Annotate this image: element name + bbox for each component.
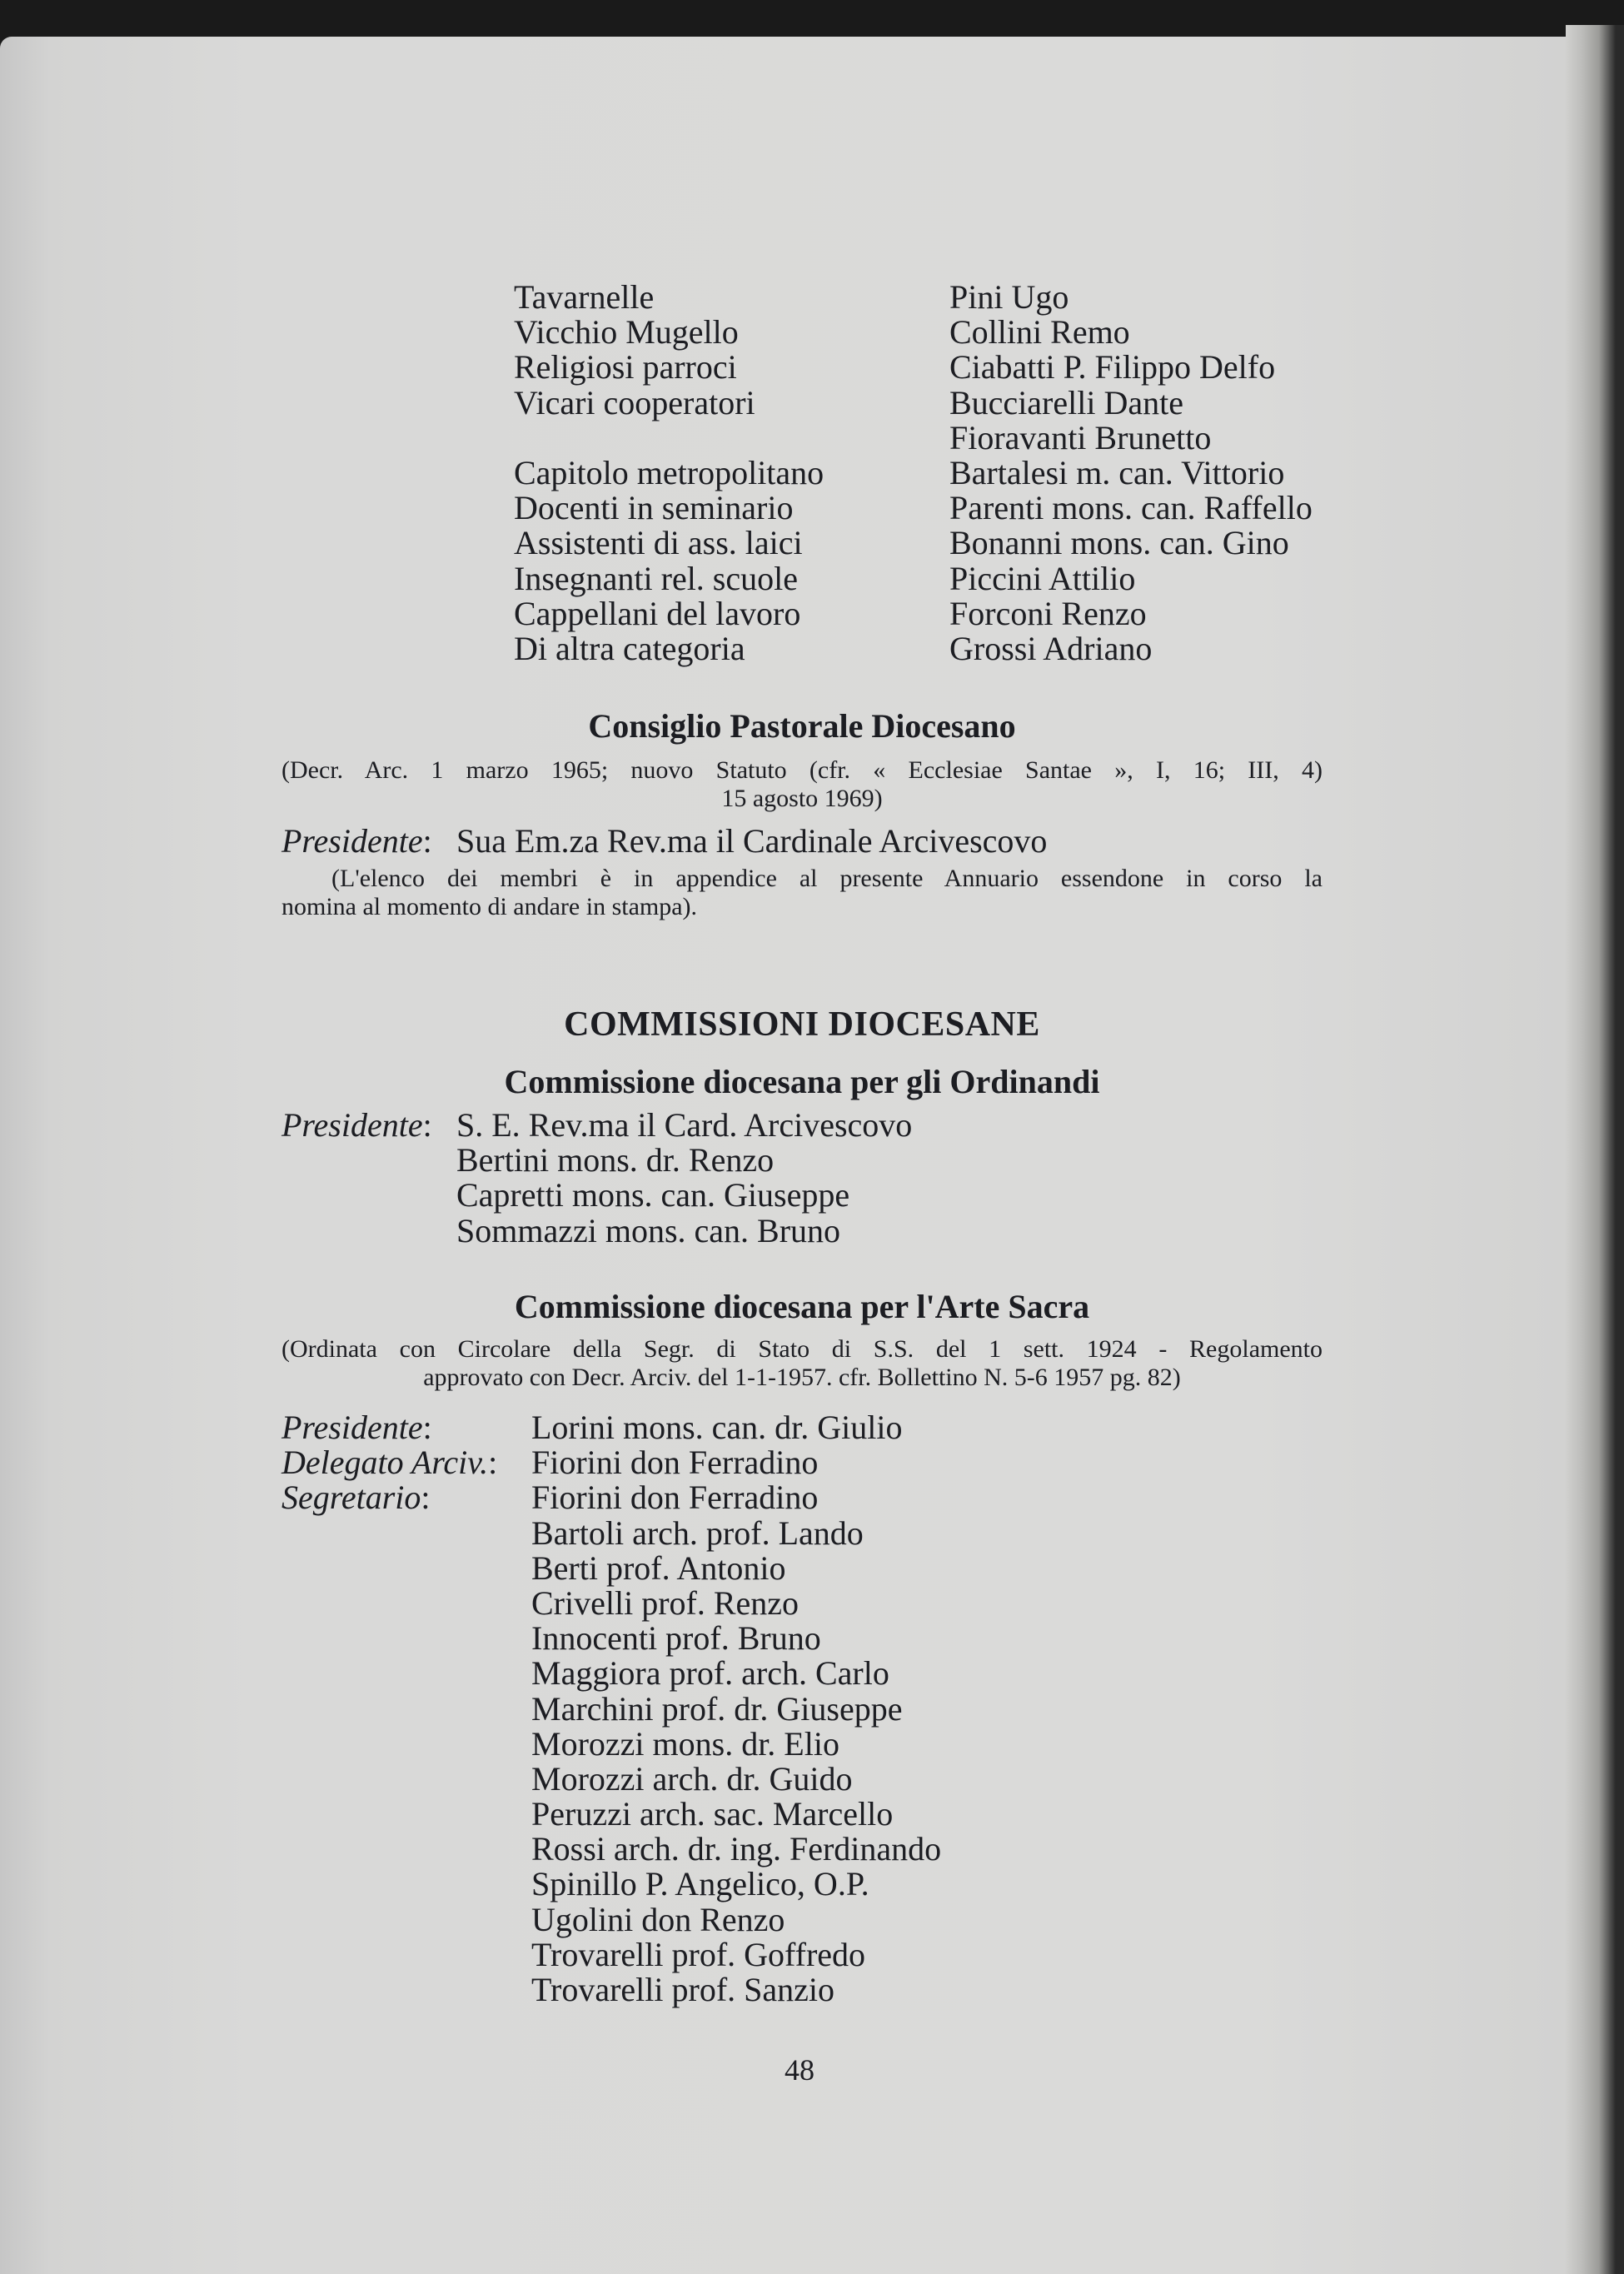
arte-sacra-member: Morozzi mons. dr. Elio — [531, 1724, 839, 1763]
right-entry: Forconi Renzo — [949, 594, 1147, 632]
arte-sacra-title: Commissione diocesana per l'Arte Sacra — [514, 1288, 1090, 1325]
left-entry: Vicchio Mugello — [514, 313, 739, 352]
ordinandi-title: Commissione diocesana per gli Ordinandi — [504, 1063, 1100, 1100]
president-colon: : — [422, 822, 432, 860]
right-entry: Fioravanti Brunetto — [949, 418, 1212, 456]
ordinandi-member: Sommazzi mons. can. Bruno — [456, 1211, 841, 1249]
role-label: Presidente — [281, 1409, 423, 1446]
consiglio-president-row — [281, 824, 432, 859]
right-entry: Bucciarelli Dante — [949, 383, 1183, 421]
role-value: Lorini mons. can. dr. Giulio — [531, 1409, 903, 1446]
president-label: Presidente — [281, 822, 423, 860]
commissioni-heading: COMMISSIONI DIOCESANE — [564, 1005, 1040, 1044]
left-entry: Cappellani del lavoro — [514, 594, 801, 632]
right-entry: Collini Remo — [949, 313, 1130, 352]
right-entry: Grossi Adriano — [949, 629, 1153, 667]
consiglio-president-value: Sua Em.za Rev.ma il Cardinale Arcivescovo — [456, 822, 1048, 860]
left-entry — [514, 421, 824, 456]
role-label-row — [281, 1410, 497, 1445]
top-table-left-column — [514, 280, 824, 666]
ordinandi-president-row — [281, 1108, 432, 1143]
ordinandi-member: Bertini mons. dr. Renzo — [456, 1141, 775, 1179]
left-entry: Docenti in seminario — [514, 489, 794, 527]
book-spine — [1566, 25, 1624, 2274]
role-sep: : — [421, 1479, 431, 1517]
left-entry: Di altra categoria — [514, 629, 745, 667]
president-colon: : — [422, 1106, 432, 1144]
arte-sacra-member: Bartoli arch. prof. Lando — [531, 1514, 864, 1552]
arte-sacra-member: Maggiora prof. arch. Carlo — [531, 1654, 889, 1693]
arte-sacra-member: Ugolini don Renzo — [531, 1900, 785, 1938]
arte-sacra-member: Crivelli prof. Renzo — [531, 1583, 800, 1622]
arte-sacra-member: Morozzi arch. dr. Guido — [531, 1759, 853, 1798]
arte-sacra-member: Trovarelli prof. Goffredo — [531, 1935, 866, 1973]
ordinandi-member: Capretti mons. can. Giuseppe — [456, 1176, 850, 1214]
right-entry: Ciabatti P. Filippo Delfo — [949, 348, 1276, 386]
arte-sacra-member: Peruzzi arch. sac. Marcello — [531, 1795, 894, 1833]
left-entry: Religiosi parroci — [514, 348, 737, 386]
consiglio-paragraph-line2: nomina al momento di andare in stampa). — [281, 893, 698, 920]
right-entry: Parenti mons. can. Raffello — [949, 489, 1313, 527]
page-number: 48 — [785, 2053, 814, 2087]
right-entry: Bonanni mons. can. Gino — [949, 524, 1289, 562]
arte-sacra-role-labels — [281, 1410, 497, 1516]
ordinandi-member: S. E. Rev.ma il Card. Arcivescovo — [456, 1106, 913, 1144]
role-label: Segretario — [281, 1479, 421, 1517]
role-sep: : — [422, 1409, 432, 1446]
top-table-right-column — [949, 280, 1313, 666]
left-entry: Tavarnelle — [514, 278, 655, 316]
role-label-row — [281, 1445, 497, 1480]
arte-sacra-members — [531, 1410, 941, 2007]
right-entry: Bartalesi m. can. Vittorio — [949, 453, 1285, 491]
arte-sacra-member: Spinillo P. Angelico, O.P. — [531, 1865, 869, 1903]
left-entry: Vicari cooperatori — [514, 383, 755, 421]
right-entry: Piccini Attilio — [949, 559, 1136, 597]
arte-sacra-member: Berti prof. Antonio — [531, 1548, 786, 1587]
role-value: Fiorini don Ferradino — [531, 1444, 819, 1482]
role-label-row — [281, 1480, 497, 1515]
ordinandi-members — [456, 1108, 912, 1249]
role-label: Delegato Arciv. — [281, 1444, 489, 1482]
arte-sacra-note-line1: (Ordinata con Circolare della Segr. di Stato di S.S. del 1 sett. 1924 - Regolamento — [281, 1335, 1323, 1363]
arte-sacra-note-line2: approvato con Decr. Arciv. del 1-1-1957. cfr. Bollettino N. 5-6 1957 pg. 82) — [423, 1364, 1181, 1391]
left-entry: Insegnanti rel. scuole — [514, 559, 798, 597]
consiglio-note-line2: 15 agosto 1969) — [721, 785, 883, 812]
president-label: Presidente — [281, 1106, 423, 1144]
arte-sacra-member: Trovarelli prof. Sanzio — [531, 1971, 835, 2008]
consiglio-paragraph-line1: (L'elenco dei membri è in appendice al presente Annuario essendone in corso la — [331, 865, 1323, 892]
left-entry: Capitolo metropolitano — [514, 453, 824, 491]
left-entry: Assistenti di ass. laici — [514, 524, 803, 562]
consiglio-title: Consiglio Pastorale Diocesano — [588, 707, 1016, 745]
arte-sacra-member: Marchini prof. dr. Giuseppe — [531, 1689, 903, 1728]
role-sep: : — [488, 1444, 498, 1482]
arte-sacra-member: Rossi arch. dr. ing. Ferdinando — [531, 1830, 942, 1868]
role-value: Fiorini don Ferradino — [531, 1479, 819, 1517]
arte-sacra-member: Innocenti prof. Bruno — [531, 1619, 821, 1658]
consiglio-note-line1: (Decr. Arc. 1 marzo 1965; nuovo Statuto (cfr. « Ecclesiae Santae », I, 16; III, 4) — [281, 756, 1323, 784]
right-entry: Pini Ugo — [949, 278, 1069, 316]
